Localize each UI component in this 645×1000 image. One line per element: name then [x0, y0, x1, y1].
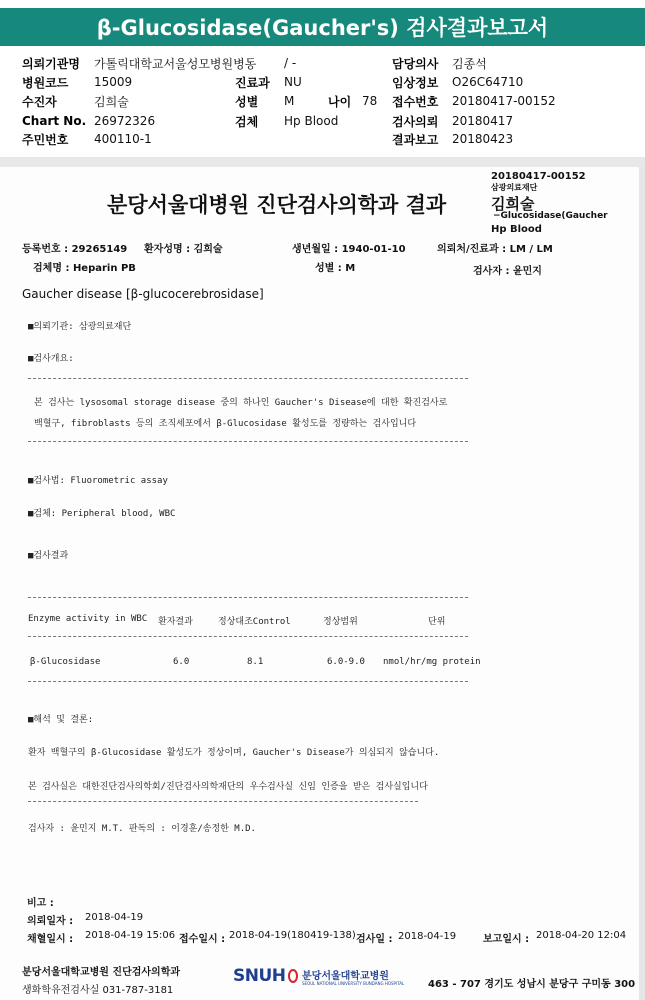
request-date-label: 의뢰일자 : [27, 916, 74, 927]
table-cell-control: 8.1 [247, 657, 264, 667]
dob: 생년월일 : 1940-01-10 [292, 244, 406, 255]
section-divider [0, 157, 645, 167]
header-row-3 [22, 92, 556, 110]
table-header-control: 정상대조Control [218, 617, 291, 627]
dashed-rule [28, 378, 468, 379]
rrn-value: 400110-1 [94, 132, 152, 146]
table-header-unit: 단위 [428, 617, 446, 627]
overview-line-2: 백혈구, fibroblasts 등의 조직세포에서 β-Glucosidase 활성도를 정량하는 검사입니다 [34, 419, 417, 429]
ordering-dept: 의뢰처/진료과 : LM / LM [437, 244, 553, 255]
dept-value: NU [284, 75, 302, 89]
sex-label: 성별 [235, 94, 259, 109]
doctor-value: 김종석 [452, 56, 487, 71]
tag-name: 김희술 [491, 195, 535, 213]
header-row-5 [22, 130, 513, 148]
receive-value: 2018-04-19(180419-138) [229, 930, 356, 941]
report-label: 결과보고 [392, 132, 439, 147]
institution-value: 가톨릭대학교서울성모병원병동 [94, 56, 257, 71]
specimen-label: 검체 [235, 114, 259, 129]
interpretation-line: 환자 백혈구의 β-Glucosidase 활성도가 정상이며, Gaucher's Disease가 의심되지 않습니다. [28, 748, 440, 758]
receipt-no-value: 20180417-00152 [452, 94, 556, 108]
address: 463 - 707 경기도 성남시 분당구 구미동 300 [428, 979, 636, 990]
dashed-rule [28, 441, 468, 442]
receive-label: 접수일시 : [179, 934, 226, 945]
logo-english: SEOUL NATIONAL UNIVERSITY BUNDANG HOSPITAL [302, 981, 405, 986]
remark-label: 비고 : [27, 898, 54, 909]
dashed-rule [28, 597, 468, 598]
table-header-range: 정상범위 [323, 617, 358, 627]
request-label: 검사의뢰 [392, 114, 439, 129]
patient-label: 수진자 [22, 94, 57, 109]
clinical-value: O26C64710 [452, 75, 524, 89]
table-header-enzyme: Enzyme activity in WBC [28, 614, 148, 624]
chart-value: 26972326 [94, 114, 156, 128]
patient-name: 환자성명 : 김희술 [144, 244, 223, 255]
test-name: Gaucher disease [β-glucocerebrosidase] [22, 287, 264, 301]
request-value: 20180417 [452, 114, 514, 128]
tag-test: −Glucosidase(Gaucher [493, 211, 608, 221]
patient-value: 김희술 [94, 94, 129, 109]
reg-no: 등록번호 : 29265149 [22, 244, 128, 255]
result-heading: ■검사결과 [28, 551, 69, 561]
logo-korean: 분당서울대학교병원 [302, 971, 389, 982]
scan-title: 분당서울대병원 진단검사의학과 결과 [107, 193, 447, 217]
scan-edge [639, 167, 645, 1000]
chart-label: Chart No. [22, 114, 87, 128]
tag-specimen: Hp Blood [491, 224, 542, 235]
doctor-label: 담당의사 [392, 56, 439, 71]
table-cell-enzyme: β-Glucosidase [30, 657, 101, 667]
specimen-line: ■검체: Peripheral blood, WBC [28, 509, 176, 519]
footer-dept: 분당서울대학교병원 진단검사의학과 [22, 967, 181, 978]
footer-lab: 생화학유전검사실 031-787-3181 [22, 985, 174, 996]
ward-value: / - [284, 56, 297, 70]
clinical-label: 임상정보 [392, 75, 439, 90]
tag-receipt: 20180417-00152 [491, 171, 586, 182]
table-cell-patient: 6.0 [173, 657, 190, 667]
dept-label: 진료과 [235, 75, 270, 90]
scan-examiner: 검사자 : 윤민지 [473, 266, 542, 277]
interpretation-heading: ■해석 및 결론: [28, 715, 94, 725]
header-row-1 [22, 54, 487, 72]
overview-line-1: 본 검사는 lysosomal storage disease 중의 하나인 Gaucher's Disease에 대한 확진검사로 [34, 398, 448, 408]
report-value: 20180423 [452, 132, 514, 146]
dashed-rule [28, 681, 468, 682]
rrn-label: 주민번호 [22, 132, 69, 147]
snuh-logo [233, 966, 286, 986]
institution-label: 의뢰기관명 [22, 56, 80, 71]
table-cell-range: 6.0-9.0 [327, 657, 365, 667]
header-row-2 [22, 73, 523, 91]
hospital-code-value: 15009 [94, 75, 133, 89]
report-date-value: 2018-04-20 12:04 [536, 930, 627, 941]
collect-value: 2018-04-19 15:06 [85, 930, 176, 941]
request-date-value: 2018-04-19 [85, 912, 144, 923]
dashed-rule [28, 636, 468, 637]
age-value: 78 [362, 94, 378, 108]
logo-emblem [288, 969, 298, 983]
header-row-4 [22, 112, 513, 130]
report-title-bar [0, 8, 645, 46]
sex-value: M [284, 94, 295, 108]
hospital-code-label: 병원코드 [22, 75, 69, 90]
receipt-no-label: 접수번호 [392, 94, 439, 109]
age-label: 나이 [328, 94, 352, 109]
report-title: β-Glucosidase(Gaucher's) 검사결과보고서 [96, 16, 549, 40]
dashed-rule [28, 801, 418, 802]
specimen-value: Hp Blood [284, 114, 339, 128]
test-date-label: 검사일 : [356, 934, 393, 945]
method-line: ■검사법: Fluorometric assay [28, 476, 168, 486]
report-date-label: 보고일시 : [483, 934, 530, 945]
table-header-patient: 환자결과 [158, 617, 193, 627]
tag-foundation: 삼광의료재단 [491, 183, 538, 192]
certification-line: 본 검사실은 대한진단검사의학회/진단검사의학재단의 우수검사실 신임 인증을 받은 검사실입니다 [28, 782, 428, 792]
table-cell-unit: nmol/hr/mg protein [383, 657, 481, 667]
scan-sex: 성별 : M [315, 263, 356, 274]
test-date-value: 2018-04-19 [398, 931, 457, 942]
specimen-name: 검체명 : Heparin PB [33, 263, 136, 274]
collect-label: 채혈일시 : [27, 934, 74, 945]
signers-line: 검사자 : 윤민지 M.T. 판독의 : 이경훈/송정한 M.D. [28, 824, 256, 834]
logo-text: SNUH [233, 966, 286, 986]
overview-heading: ■검사개요: [28, 354, 74, 364]
institution-line: ■의뢰기관: 삼광의료재단 [28, 322, 132, 332]
